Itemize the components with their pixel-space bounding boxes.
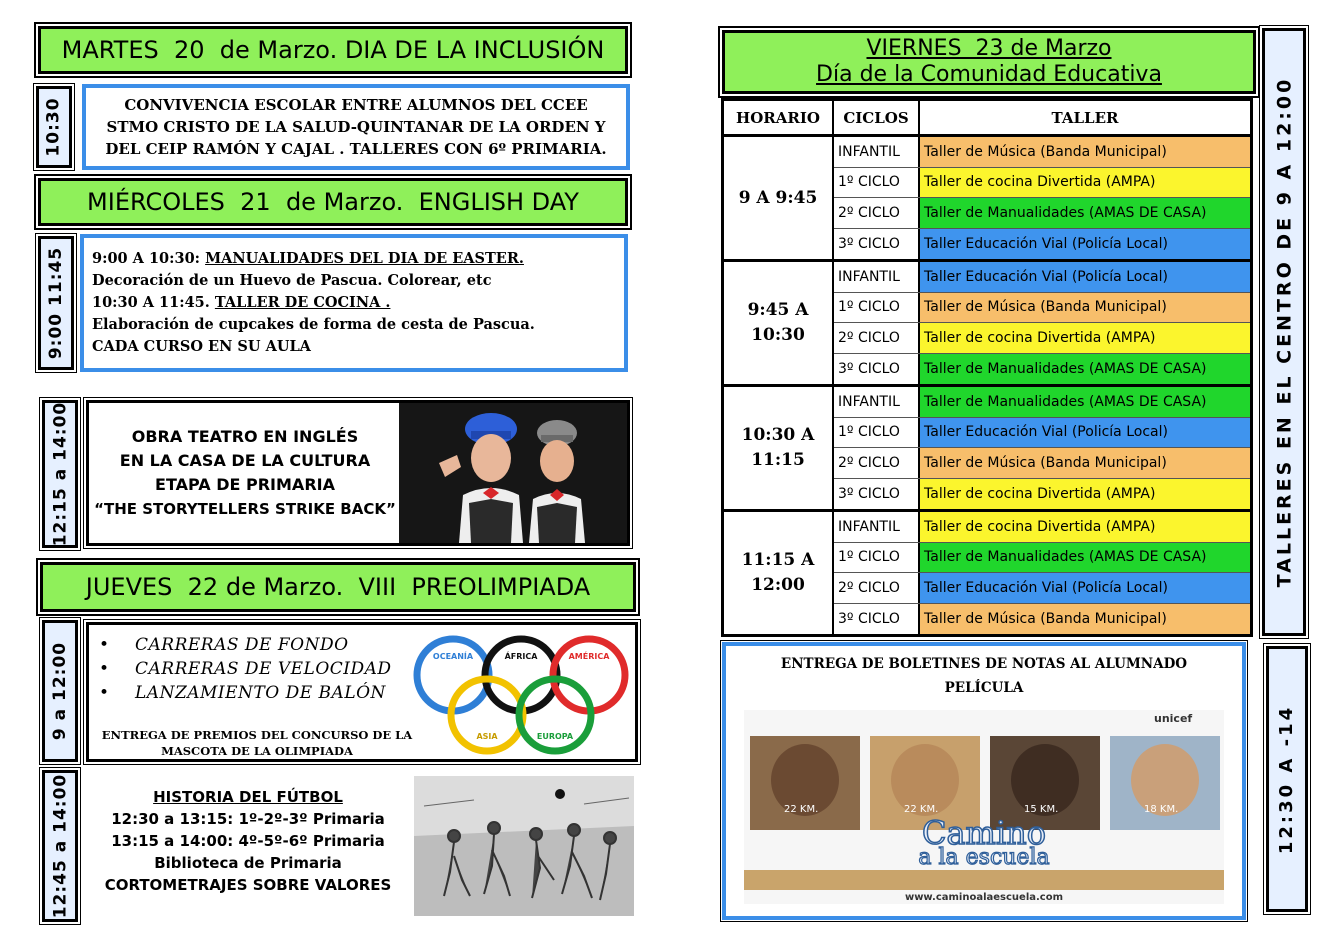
friday-title-line-2: Día de la Comunidad Educativa bbox=[816, 62, 1162, 87]
taller-cell: Taller de Manualidades (AMAS DE CASA) bbox=[920, 387, 1250, 417]
ciclo-cell: INFANTIL bbox=[834, 262, 920, 292]
wednesday-line-3: 10:30 A 11:45. TALLER DE COCINA . bbox=[92, 294, 391, 311]
theatre-line-3: ETAPA DE PRIMARIA bbox=[155, 475, 335, 494]
wednesday-banner bbox=[38, 178, 628, 226]
taller-cell: Taller de Música (Banda Municipal) bbox=[920, 293, 1250, 323]
table-header bbox=[724, 101, 1250, 137]
ring-label-asia: ASIA bbox=[476, 732, 498, 741]
ring-label-africa: ÁFRICA bbox=[504, 652, 538, 661]
ciclo-cell: INFANTIL bbox=[834, 512, 920, 542]
tuesday-banner bbox=[38, 26, 628, 74]
ciclo-cell: 3º CICLO bbox=[834, 479, 920, 510]
football-line-2: 13:15 a 14:00: 4º-5º-6º Primaria bbox=[111, 832, 385, 850]
thursday-banner bbox=[40, 562, 636, 612]
table-row bbox=[834, 573, 1250, 604]
table-row bbox=[834, 604, 1250, 635]
thursday-box bbox=[86, 622, 638, 762]
tuesday-description: CONVIVENCIA ESCOLAR ENTRE ALUMNOS DEL CCEE STMO CRISTO DE LA SALUD-QUINTANAR DE LA ORDEN Y DEL CEIP RAMÓN Y CAJAL . TALLERES CON 6º PRIMARIA. bbox=[105, 96, 607, 158]
ciclo-cell: INFANTIL bbox=[834, 137, 920, 167]
prize-line-2: MASCOTA DE LA OLIMPIADA bbox=[161, 744, 353, 758]
poster-brand: unicef bbox=[1154, 712, 1193, 725]
ciclo-cell: 3º CICLO bbox=[834, 229, 920, 260]
block-time: 10:30 A 11:15 bbox=[724, 387, 834, 509]
taller-cell: Taller de Manualidades (AMAS DE CASA) bbox=[920, 354, 1250, 385]
prize-line-1: ENTREGA DE PREMIOS DEL CONCURSO DE LA bbox=[101, 728, 413, 742]
theatre-box bbox=[86, 400, 630, 546]
block-time: 9 A 9:45 bbox=[724, 137, 834, 259]
friday-side-label: TALLERES EN EL CENTRO DE 9 A 12:00 bbox=[1262, 28, 1306, 636]
taller-cell: Taller de Manualidades (AMAS DE CASA) bbox=[920, 543, 1250, 573]
ciclo-cell: 2º CICLO bbox=[834, 323, 920, 353]
ciclo-cell: 1º CICLO bbox=[834, 418, 920, 448]
football-text bbox=[92, 786, 404, 896]
table-row bbox=[834, 293, 1250, 324]
time-block bbox=[724, 512, 1250, 634]
thursday-events-list bbox=[95, 633, 392, 705]
ciclo-cell: 2º CICLO bbox=[834, 448, 920, 478]
poster-distance-2: 22 KM. bbox=[904, 804, 939, 815]
table-row bbox=[834, 354, 1250, 385]
taller-cell: Taller Educación Vial (Policía Local) bbox=[920, 262, 1250, 292]
theatre-line-2: EN LA CASA DE LA CULTURA bbox=[119, 451, 371, 470]
time-block bbox=[724, 262, 1250, 387]
taller-cell: Taller de cocina Divertida (AMPA) bbox=[920, 479, 1250, 510]
block-time: 11:15 A 12:00 bbox=[724, 512, 834, 634]
taller-cell: Taller Educación Vial (Policía Local) bbox=[920, 418, 1250, 448]
wednesday-line-2: Decoración de un Huevo de Pascua. Colorear, etc bbox=[92, 272, 492, 289]
taller-cell: Taller de cocina Divertida (AMPA) bbox=[920, 512, 1250, 542]
football-title: HISTORIA DEL FÚTBOL bbox=[153, 788, 343, 806]
wednesday-description-box bbox=[80, 234, 628, 372]
time-block bbox=[724, 387, 1250, 512]
football-engraving bbox=[414, 776, 634, 916]
taller-cell: Taller Educación Vial (Policía Local) bbox=[920, 229, 1250, 260]
wednesday-line-4: Elaboración de cupcakes de forma de cesta de Pascua. bbox=[92, 316, 535, 333]
theatre-line-4: “THE STORYTELLERS STRIKE BACK” bbox=[94, 500, 396, 518]
ring-label-america: AMÉRICA bbox=[568, 652, 610, 661]
poster-distance-1: 22 KM. bbox=[784, 804, 819, 815]
event-item: • CARRERAS DE FONDO bbox=[95, 633, 392, 657]
table-row bbox=[834, 137, 1250, 168]
friday-schedule-table bbox=[721, 98, 1253, 637]
poster-url: www.caminoalaescuela.com bbox=[904, 892, 1064, 903]
table-row bbox=[834, 387, 1250, 418]
thursday-title: JUEVES 22 de Marzo. VIII PREOLIMPIADA bbox=[85, 573, 591, 601]
ciclo-cell: 3º CICLO bbox=[834, 354, 920, 385]
report-line-2: PELÍCULA bbox=[944, 680, 1024, 696]
tuesday-description-box bbox=[82, 84, 630, 170]
wednesday-time-label: 9:00 11:45 bbox=[38, 236, 74, 370]
wednesday-line-1: 9:00 A 10:30: MANUALIDADES DEL DIA DE EASTER. bbox=[92, 250, 524, 267]
ciclo-cell: 1º CICLO bbox=[834, 168, 920, 198]
movie-poster bbox=[744, 710, 1224, 904]
poster-distance-4: 18 KM. bbox=[1144, 804, 1179, 815]
poster-title-2: a la escuela bbox=[918, 845, 1050, 870]
tuesday-title: MARTES 20 de Marzo. DIA DE LA INCLUSIÓN bbox=[61, 36, 605, 64]
report-side-label: 12:30 A -14 bbox=[1266, 646, 1308, 912]
table-row bbox=[834, 448, 1250, 479]
ciclo-cell: 3º CICLO bbox=[834, 604, 920, 635]
wednesday-title: MIÉRCOLES 21 de Marzo. ENGLISH DAY bbox=[87, 188, 579, 216]
football-line-3: Biblioteca de Primaria bbox=[154, 854, 342, 872]
table-body bbox=[724, 137, 1250, 634]
theatre-photo bbox=[399, 403, 627, 543]
taller-cell: Taller de Música (Banda Municipal) bbox=[920, 137, 1250, 167]
table-row bbox=[834, 168, 1250, 199]
ciclo-cell: 2º CICLO bbox=[834, 573, 920, 603]
table-row bbox=[834, 479, 1250, 510]
friday-title-line-1: VIERNES 23 de Marzo bbox=[866, 36, 1112, 61]
thursday-time-label: 9 a 12:00 bbox=[42, 620, 78, 762]
taller-cell: Taller de cocina Divertida (AMPA) bbox=[920, 168, 1250, 198]
ciclo-cell: 2º CICLO bbox=[834, 198, 920, 228]
olympic-rings-icon bbox=[411, 631, 631, 759]
tuesday-time-label: 10:30 bbox=[36, 86, 72, 168]
taller-cell: Taller de Música (Banda Municipal) bbox=[920, 448, 1250, 478]
ring-label-oceania: OCEANÍA bbox=[432, 652, 474, 661]
theatre-line-1: OBRA TEATRO EN INGLÉS bbox=[131, 427, 359, 446]
ciclo-cell: 1º CICLO bbox=[834, 293, 920, 323]
taller-cell: Taller de Manualidades (AMAS DE CASA) bbox=[920, 198, 1250, 228]
wednesday-line-5: CADA CURSO EN SU AULA bbox=[92, 338, 311, 355]
football-time-label: 12:45 a 14:00 bbox=[42, 770, 78, 922]
poster-title-1: Camino bbox=[921, 814, 1047, 852]
football-line-1: 12:30 a 13:15: 1º-2º-3º Primaria bbox=[111, 810, 385, 828]
table-row bbox=[834, 262, 1250, 293]
taller-cell: Taller Educación Vial (Policía Local) bbox=[920, 573, 1250, 603]
block-time: 9:45 A 10:30 bbox=[724, 262, 834, 384]
report-box bbox=[722, 642, 1246, 920]
taller-cell: Taller de Música (Banda Municipal) bbox=[920, 604, 1250, 635]
time-block bbox=[724, 137, 1250, 262]
ring-label-europa: EUROPA bbox=[536, 732, 574, 741]
table-row bbox=[834, 323, 1250, 354]
ciclo-cell: INFANTIL bbox=[834, 387, 920, 417]
taller-cell: Taller de cocina Divertida (AMPA) bbox=[920, 323, 1250, 353]
header-horario: HORARIO bbox=[724, 101, 834, 134]
football-line-4: CORTOMETRAJES SOBRE VALORES bbox=[104, 876, 392, 894]
table-row bbox=[834, 418, 1250, 449]
table-row bbox=[834, 543, 1250, 574]
friday-banner bbox=[722, 30, 1256, 94]
event-item: • CARRERAS DE VELOCIDAD bbox=[95, 657, 392, 681]
poster-distance-3: 15 KM. bbox=[1024, 804, 1059, 815]
table-row bbox=[834, 198, 1250, 229]
table-row bbox=[834, 229, 1250, 260]
theatre-time-label: 12:15 a 14:00 bbox=[42, 400, 78, 548]
header-ciclos: CICLOS bbox=[834, 101, 920, 134]
header-taller: TALLER bbox=[1051, 108, 1119, 127]
report-line-1: ENTREGA DE BOLETINES DE NOTAS AL ALUMNADO bbox=[780, 656, 1188, 672]
ciclo-cell: 1º CICLO bbox=[834, 543, 920, 573]
table-row bbox=[834, 512, 1250, 543]
event-item: • LANZAMIENTO DE BALÓN bbox=[95, 681, 392, 705]
